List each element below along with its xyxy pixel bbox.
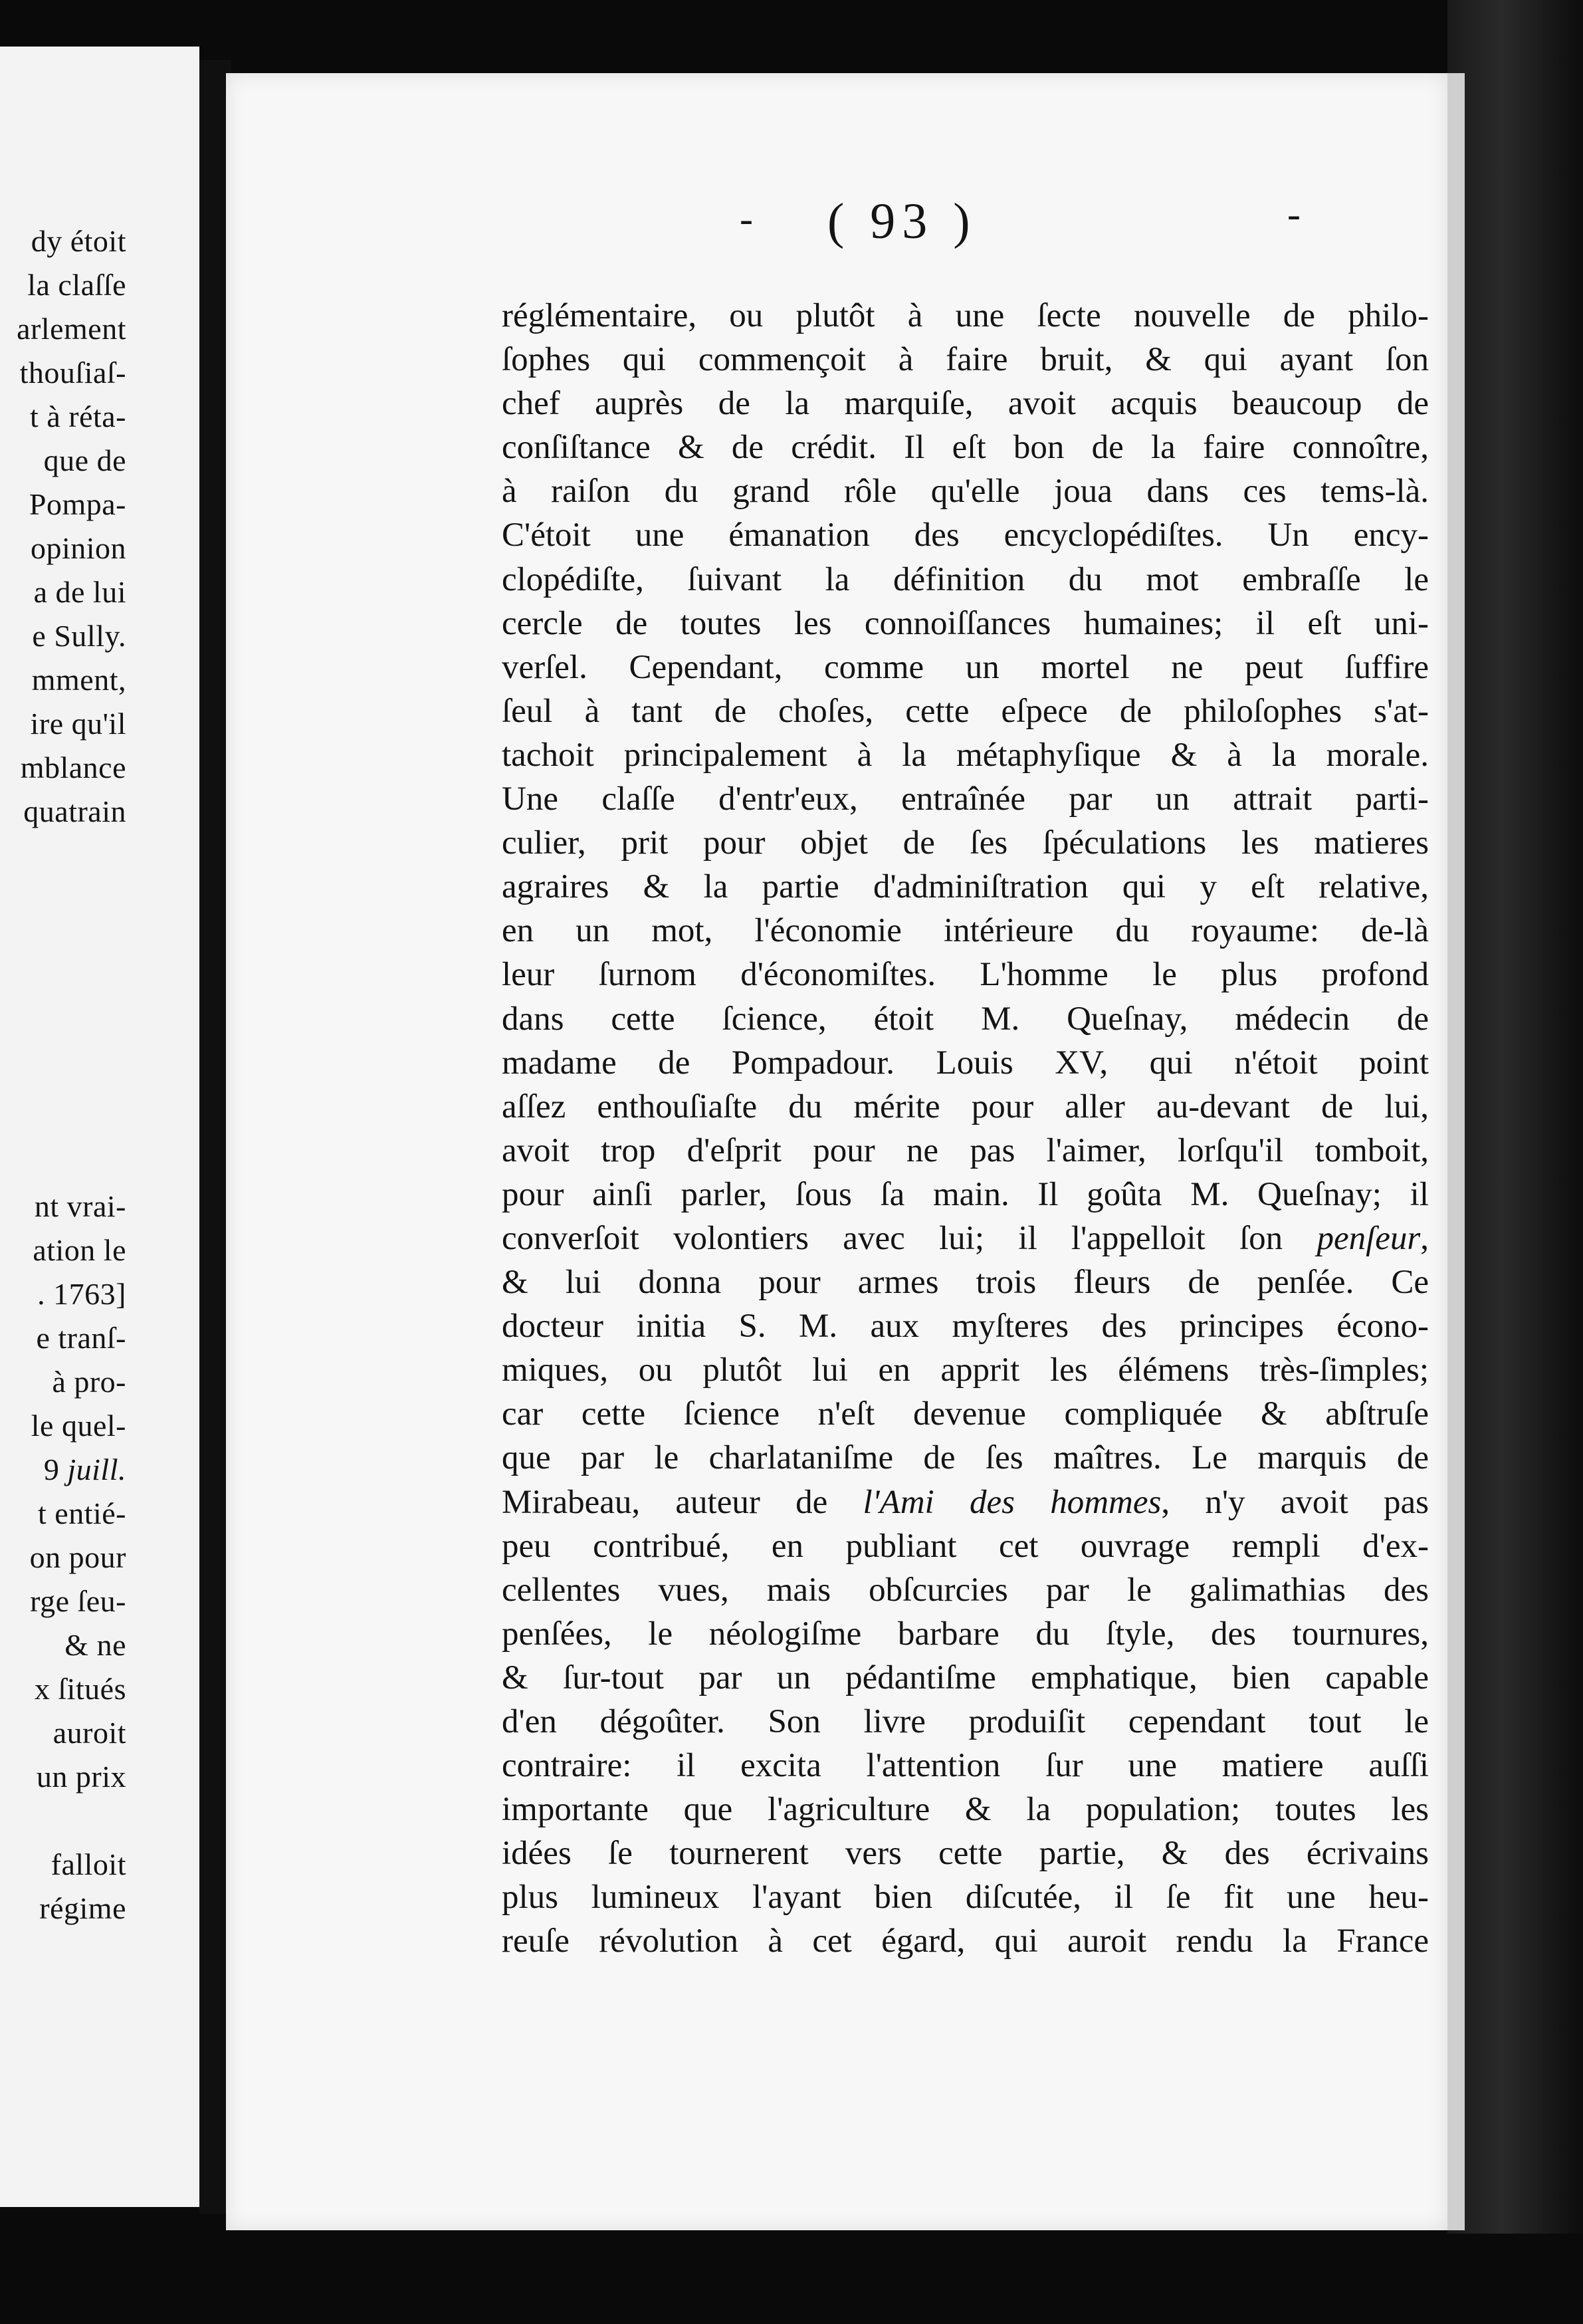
- left-page-line: ation le: [33, 1233, 126, 1267]
- text-line: converſoit volontiers avec lui; il l'appelloit ſon penſeur,: [502, 1219, 1429, 1257]
- text-line: contraire: il excita l'attention ſur une matiere auſſi: [502, 1747, 1429, 1785]
- text-line: avoit trop d'eſprit pour ne pas l'aimer, lorſqu'il tomboit,: [502, 1131, 1429, 1169]
- left-page-line: arlement: [17, 312, 126, 346]
- left-page-line: t à réta-: [30, 400, 126, 433]
- left-page-line: nt vrai-: [34, 1189, 126, 1223]
- text-line: cellentes vues, mais obſcurcies par le galimathias des: [502, 1571, 1429, 1609]
- italic-phrase: penſeur: [1317, 1219, 1421, 1257]
- left-page-line: dy étoit: [31, 224, 126, 258]
- text-line: plus lumineux l'ayant bien diſcutée, il ſe fit une heu-: [502, 1879, 1429, 1917]
- text-line: verſel. Cependant, comme un mortel ne peut ſuffire: [502, 648, 1429, 686]
- text-line: leur ſurnom d'économiſtes. L'homme le plus profond: [502, 956, 1429, 994]
- page-mark-left: -: [740, 197, 753, 241]
- text-line: ſeul à tant de choſes, cette eſpece de philoſophes s'at-: [502, 692, 1429, 730]
- left-page-line: [0, 921, 199, 965]
- left-page-line: e Sully.: [32, 619, 126, 653]
- text-line: réglémentaire, ou plutôt à une ſecte nouvelle de philo-: [502, 297, 1429, 334]
- main-page: [226, 73, 1447, 2230]
- text-line: Une claſſe d'entr'eux, entraînée par un attrait parti-: [502, 780, 1429, 818]
- left-page-line: [0, 1053, 199, 1097]
- text-line: à raiſon du grand rôle qu'elle joua dans ces tems-là.: [502, 473, 1429, 511]
- text-line: & lui donna pour armes trois fleurs de penſée. Ce: [502, 1264, 1429, 1302]
- left-page-line: opinion: [30, 531, 126, 565]
- text-line: importante que l'agriculture & la population; toutes les: [502, 1791, 1429, 1829]
- left-page-line: . 1763]: [37, 1277, 126, 1311]
- text-line: pour ainſi parler, ſous ſa main. Il goûta M. Queſnay; il: [502, 1175, 1429, 1213]
- facing-left-page: [0, 47, 199, 2207]
- left-page-line: à pro-: [52, 1365, 126, 1399]
- text-line: conſiſtance & de crédit. Il eſt bon de la faire connoître,: [502, 429, 1429, 467]
- left-page-line: x ſitués: [34, 1672, 126, 1706]
- text-line: d'en dégoûter. Son livre produiſit cependant tout le: [502, 1703, 1429, 1740]
- left-page-line: rge ſeu-: [30, 1584, 126, 1618]
- left-page-line: que de: [43, 443, 126, 477]
- left-page-line: quatrain: [23, 794, 126, 828]
- italic-phrase: juill.: [67, 1452, 126, 1486]
- left-page-line: [0, 834, 199, 877]
- text-line: chef auprès de la marquiſe, avoit acquis beaucoup de: [502, 385, 1429, 423]
- text-line: idées ſe tournerent vers cette partie, & des écrivains: [502, 1835, 1429, 1873]
- text-line: Mirabeau, auteur de l'Ami des hommes, n'y avoit pas: [502, 1483, 1429, 1521]
- left-page-line: un prix: [36, 1760, 126, 1794]
- left-page-line: [0, 965, 199, 1009]
- page-edge-strip: [1447, 73, 1465, 2230]
- text-line: aſſez enthouſiaſte du mérite pour aller au-devant de lui,: [502, 1088, 1429, 1125]
- left-page-line: [0, 1141, 199, 1185]
- italic-phrase: l'Ami des hommes: [863, 1483, 1162, 1521]
- left-page-line: auroit: [53, 1716, 126, 1750]
- text-line: & ſur-tout par un pédantiſme emphatique, bien capable: [502, 1659, 1429, 1696]
- left-page-line: mment,: [31, 663, 126, 697]
- book-edge-right: [1447, 0, 1583, 2324]
- text-line: docteur initia S. M. aux myſteres des principes écono-: [502, 1308, 1429, 1345]
- text-line: ſophes qui commençoit à faire bruit, & qui ayant ſon: [502, 341, 1429, 379]
- left-page-line: la claſſe: [27, 268, 126, 302]
- text-line: agraires & la partie d'adminiſtration qui y eſt relative,: [502, 868, 1429, 906]
- left-page-text-fragments: [0, 219, 199, 1930]
- text-line: madame de Pompadour. Louis XV, qui n'étoit point: [502, 1044, 1429, 1082]
- left-page-line: thouſiaſ-: [19, 356, 126, 390]
- left-page-line: falloit: [51, 1847, 126, 1881]
- left-page-line: le quel-: [31, 1409, 126, 1443]
- text-line: car cette ſcience n'eſt devenue compliquée & abſtruſe: [502, 1395, 1429, 1433]
- text-line: que par le charlataniſme de ſes maîtres. Le marquis de: [502, 1439, 1429, 1477]
- page-body-text: [502, 294, 1429, 1964]
- left-page-line: Pompa-: [29, 487, 126, 521]
- text-line: cercle de toutes les connoiſſances humaines; il eſt uni-: [502, 604, 1429, 642]
- left-page-line: régime: [39, 1891, 126, 1925]
- text-line: en un mot, l'économie intérieure du royaume: de-là: [502, 912, 1429, 950]
- left-page-line: [0, 877, 199, 921]
- left-page-line: ire qu'il: [30, 707, 126, 741]
- scan-bottom-border: [0, 2234, 1583, 2324]
- left-page-line: [0, 1009, 199, 1053]
- left-page-line: [0, 1097, 199, 1141]
- text-line: culier, prit pour objet de ſes ſpéculations les matieres: [502, 824, 1429, 862]
- text-line: reuſe révolution à cet égard, qui auroit rendu la France: [502, 1922, 1429, 1960]
- left-page-line: a de lui: [33, 575, 126, 609]
- text-line: penſées, le néologiſme barbare du ſtyle, des tournures,: [502, 1615, 1429, 1653]
- left-page-line: t entié-: [38, 1496, 126, 1530]
- text-line: tachoit principalement à la métaphyſique & à la morale.: [502, 736, 1429, 774]
- left-page-line: 9 juill.: [43, 1452, 126, 1486]
- left-page-line: mblance: [20, 751, 126, 784]
- left-page-line: [0, 1799, 199, 1843]
- text-line: clopédiſte, ſuivant la définition du mot embraſſe le: [502, 560, 1429, 598]
- text-line: dans cette ſcience, étoit M. Queſnay, médecin de: [502, 1000, 1429, 1038]
- text-line: C'étoit une émanation des encyclopédiſtes. Un ency-: [502, 517, 1429, 554]
- text-line: miques, ou plutôt lui en apprit les élémens très-ſimples;: [502, 1351, 1429, 1389]
- text-line: peu contribué, en publiant cet ouvrage rempli d'ex-: [502, 1527, 1429, 1565]
- left-page-line: on pour: [29, 1540, 126, 1574]
- left-page-line: e tranſ-: [36, 1321, 126, 1355]
- page-number: ( 93 ): [827, 193, 977, 249]
- left-page-line: & ne: [64, 1628, 126, 1662]
- page-mark-right: -: [1287, 192, 1301, 236]
